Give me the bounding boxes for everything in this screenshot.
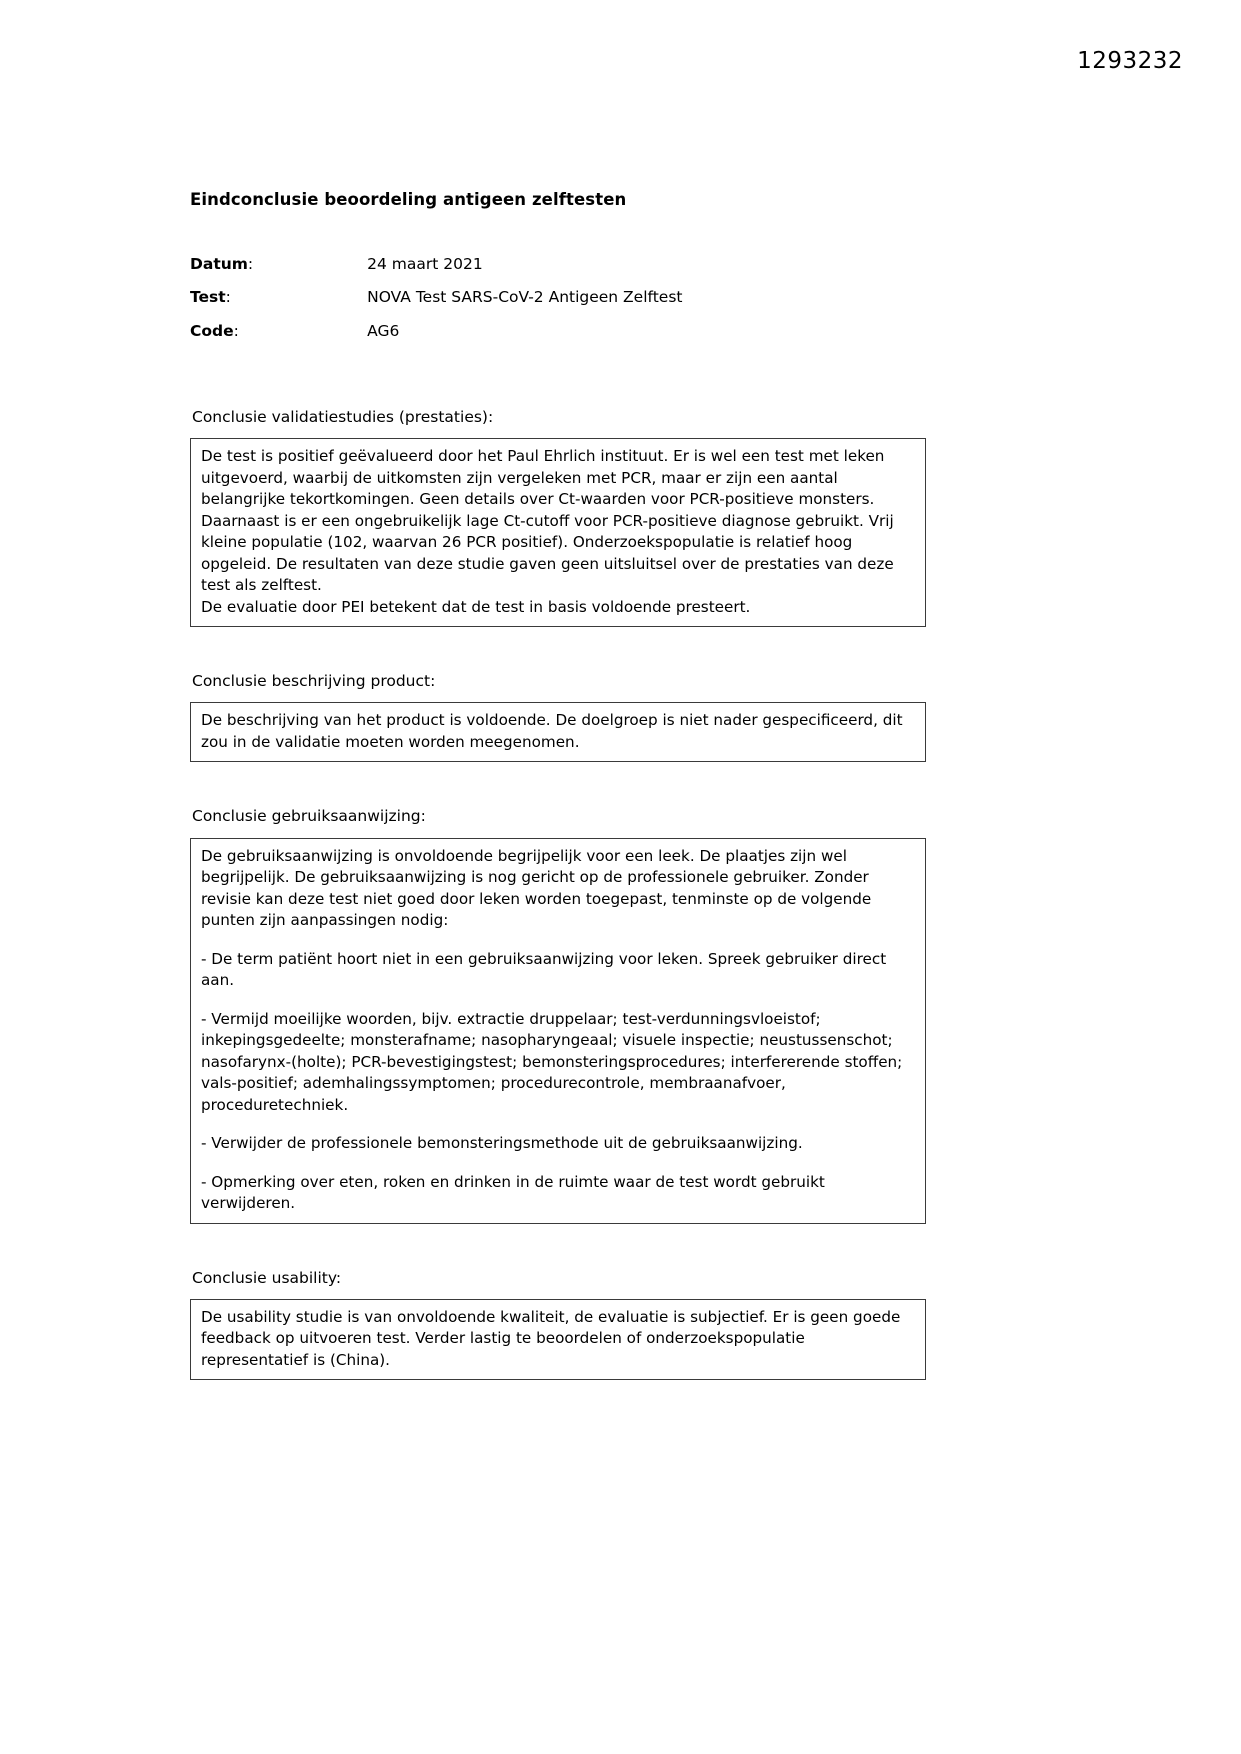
conclusion-text: De usability studie is van onvoldoende kwaliteit, de evaluatie is subjectief. Er is geen goede feedback op uitvoeren test. Verder lastig te beoordelen of onderzoekspopulatie representatief is (China). [201, 1307, 901, 1369]
table-row [190, 288, 682, 321]
section-validatiestudies [190, 407, 930, 627]
colon: : [247, 255, 254, 273]
section-beschrijving-product [190, 671, 930, 762]
section-label-validatiestudies: Conclusie validatiestudies (prestaties): [192, 408, 494, 427]
section-gebruiksaanwijzing [190, 806, 930, 1223]
colon: : [225, 288, 231, 307]
section-usability [190, 1268, 930, 1381]
datum-label [190, 255, 263, 288]
conclusion-bullet: - Vermijd moeilijke woorden, bijv. extractie druppelaar; test-verdunningsvloeistof; inkepingsgedeelte; monsterafname; nasopharyngeaal; visuele inspectie; neustussenschot; nasofarynx-(holte); PCR-bevestigingstest; bemonsteringsprocedures; interfererende stoffen; vals-positief; ademhalingssymptomen; procedurecontrole, membraanafvoer, proceduretechniek. [201, 1009, 903, 1114]
test-label-text: Test [190, 288, 226, 307]
table-row [190, 255, 682, 288]
table-row [190, 322, 682, 355]
colon: : [233, 321, 239, 340]
section-label-beschrijving-product: Conclusie beschrijving product: [192, 672, 436, 691]
test-label [190, 288, 263, 321]
metadata-table [190, 255, 682, 355]
conclusion-text: De gebruiksaanwijzing is onvoldoende begrijpelijk voor een leek. De plaatjes zijn wel begrijpelijk. De gebruiksaanwijzing is nog gericht op de professionele gebruiker. Zonder revisie kan deze test niet goed door leken worden toegepast, tenminste op de volgende punten zijn aanpassingen nodig: [201, 846, 872, 930]
section-label-gebruiksaanwijzing: Conclusie gebruiksaanwijzing: [192, 807, 426, 826]
test-value: NOVA Test SARS-CoV-2 Antigeen Zelftest [367, 288, 683, 307]
conclusion-box-gebruiksaanwijzing [190, 838, 926, 1224]
conclusion-bullet: - Opmerking over eten, roken en drinken in de ruimte waar de test wordt gebruikt verwijderen. [201, 1172, 825, 1213]
conclusion-text: De beschrijving van het product is voldoende. De doelgroep is niet nader gespecificeerd, dit zou in de validatie moeten worden meegenomen. [201, 711, 903, 751]
conclusion-box-validatiestudies [190, 438, 926, 627]
page-number: 1293232 [1077, 48, 1183, 74]
code-label-text: Code [190, 321, 234, 340]
conclusion-text: De evaluatie door PEI betekent dat de test in basis voldoende presteert. [201, 597, 751, 616]
code-label [190, 322, 263, 355]
document-content [190, 190, 930, 1380]
datum-label-text: Datum [190, 255, 248, 273]
conclusion-box-beschrijving-product [190, 702, 926, 762]
datum-value: 24 maart 2021 [367, 255, 483, 273]
conclusion-bullet: - De term patiënt hoort niet in een gebruiksaanwijzing voor leken. Spreek gebruiker direct aan. [201, 949, 887, 990]
section-label-usability: Conclusie usability: [192, 1268, 342, 1287]
conclusion-box-usability [190, 1299, 926, 1381]
conclusion-text: De test is positief geëvalueerd door het Paul Ehrlich instituut. Er is wel een test met leken uitgevoerd, waarbij de uitkomsten zijn vergeleken met PCR, maar er zijn een aantal belangrijke tekortkomingen. Geen details over Ct-waarden voor PCR-positieve monsters. Daarnaast is er een ongebruikelijk lage Ct-cutoff voor PCR-positieve diagnose gebruikt. Vrij kleine populatie (102, waarvan 26 PCR positief). Onderzoekspopulatie is relatief hoog opgeleid. De resultaten van deze studie gaven geen uitsluitsel over de prestaties van deze test als zelftest. [201, 447, 894, 595]
code-value: AG6 [367, 321, 400, 340]
page-title: Eindconclusie beoordeling antigeen zelftesten [190, 190, 627, 209]
conclusion-bullet: - Verwijder de professionele bemonsteringsmethode uit de gebruiksaanwijzing. [201, 1134, 803, 1153]
